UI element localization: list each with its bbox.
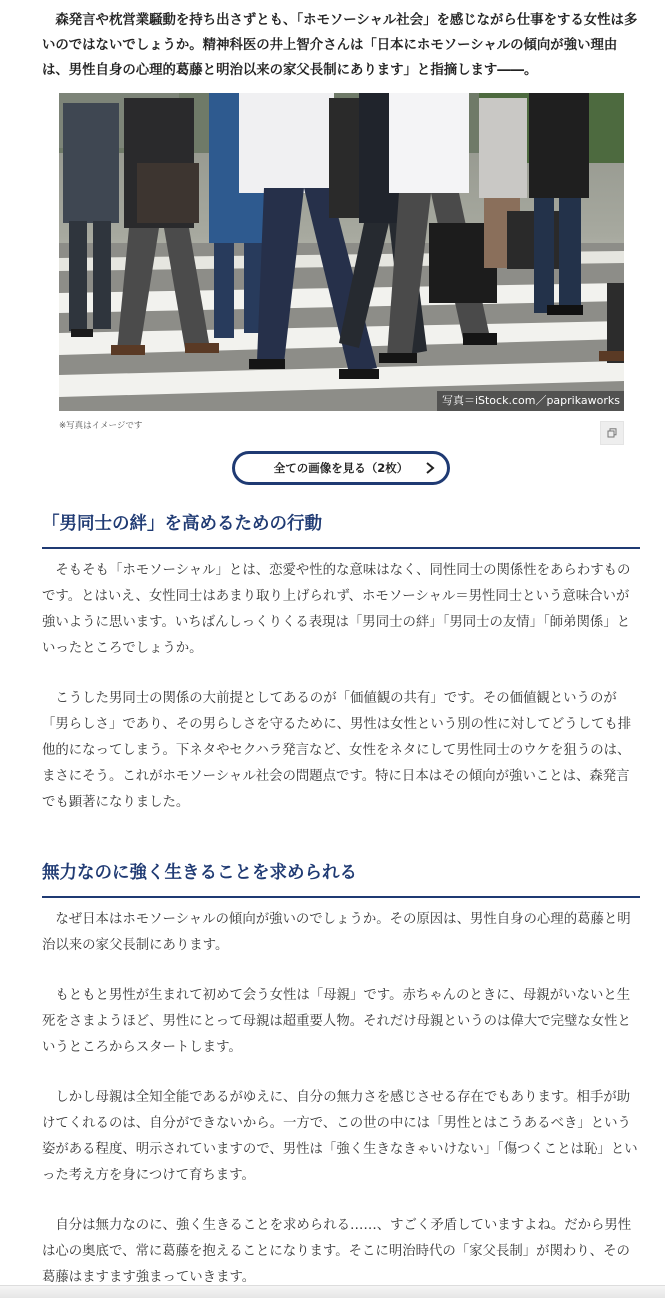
paragraph: こうした男同士の関係の大前提としてあるのが「価値観の共有」です。その価値観というのが「男らしさ」であり、その男らしさを守るために、男性は女性という別の性に対してどうしても排他的になってしまう。下ネタやセクハラ発言など、女性をネタにして男性同士のウケを狙うのは、まさにそう。これがホモソーシャル社会の問題点です。特に日本はその傾向が強いことは、森発言でも顕著になりました。	[42, 691, 632, 810]
photo-credit: 写真＝iStock.com／paprikaworks	[437, 391, 624, 411]
article	[42, 0, 640, 1291]
view-all-images-button[interactable]	[232, 451, 450, 485]
view-all-wrap	[42, 451, 640, 485]
section-heading: 無力なのに強く生きることを求められる	[42, 858, 640, 898]
view-all-images-label: 全ての画像を見る（2枚）	[273, 461, 409, 475]
paragraph: なぜ日本はホモソーシャルの傾向が強いのでしょうか。その原因は、男性自身の心理的葛藤と明治以来の家父長制にあります。	[42, 912, 631, 953]
section-heading: 「男同士の絆」を高めるための行動	[42, 509, 640, 549]
paragraph: しかし母親は全知全能であるがゆえに、自分の無力さを感じさせる存在でもあります。相手が助けてくれるのは、自分ができないから。一方で、この世の中には「男性とはこうあるべき」という姿がある程度、明示されていますので、男性は「強く生きなきゃいけない」「傷つくことは恥」といった考え方を身につけて育ちます。	[42, 1090, 638, 1183]
paragraph: 自分は無力なのに、強く生きることを求められる……、すごく矛盾していますよね。だから男性は心の奥底で、常に葛藤を抱えることになります。そこに明治時代の「家父長制」が関わり、その葛藤はますます強まっていきます。	[42, 1218, 632, 1285]
paragraph: そもそも「ホモソーシャル」とは、恋愛や性的な意味はなく、同性同士の関係性をあらわすものです。とはいえ、女性同士はあまり取り上げられず、ホモソーシャル＝男性同士という意味合いが強いように思います。いちばんしっくりくる表現は「男同士の絆」「男同士の友情」「師弟関係」といったところでしょうか。	[42, 563, 631, 656]
copy-icon[interactable]	[600, 421, 624, 445]
chevron-right-icon	[425, 462, 435, 474]
article-photo[interactable]	[59, 93, 624, 411]
photo-caption: ※写真はイメージです	[59, 421, 143, 431]
photo-meta	[59, 411, 624, 447]
bottom-bar	[0, 1285, 665, 1298]
crosswalk-photo	[59, 93, 624, 411]
paragraph: もともと男性が生まれて初めて会う女性は「母親」です。赤ちゃんのときに、母親がいないと生死をさまようほど、男性にとって母親は超重要人物。それだけ母親というのは偉大で完璧な女性というところからスタートします。	[42, 988, 631, 1055]
article-lead: 森発言や枕営業騒動を持ち出さずとも、「ホモソーシャル社会」を感じながら仕事をする女性は多いのではないでしょうか。精神科医の井上智介さんは「日本にホモソーシャルの傾向が強い理由は、男性自身の心理的葛藤と明治以来の家父長制にあります」と指摘します――。	[42, 13, 638, 78]
